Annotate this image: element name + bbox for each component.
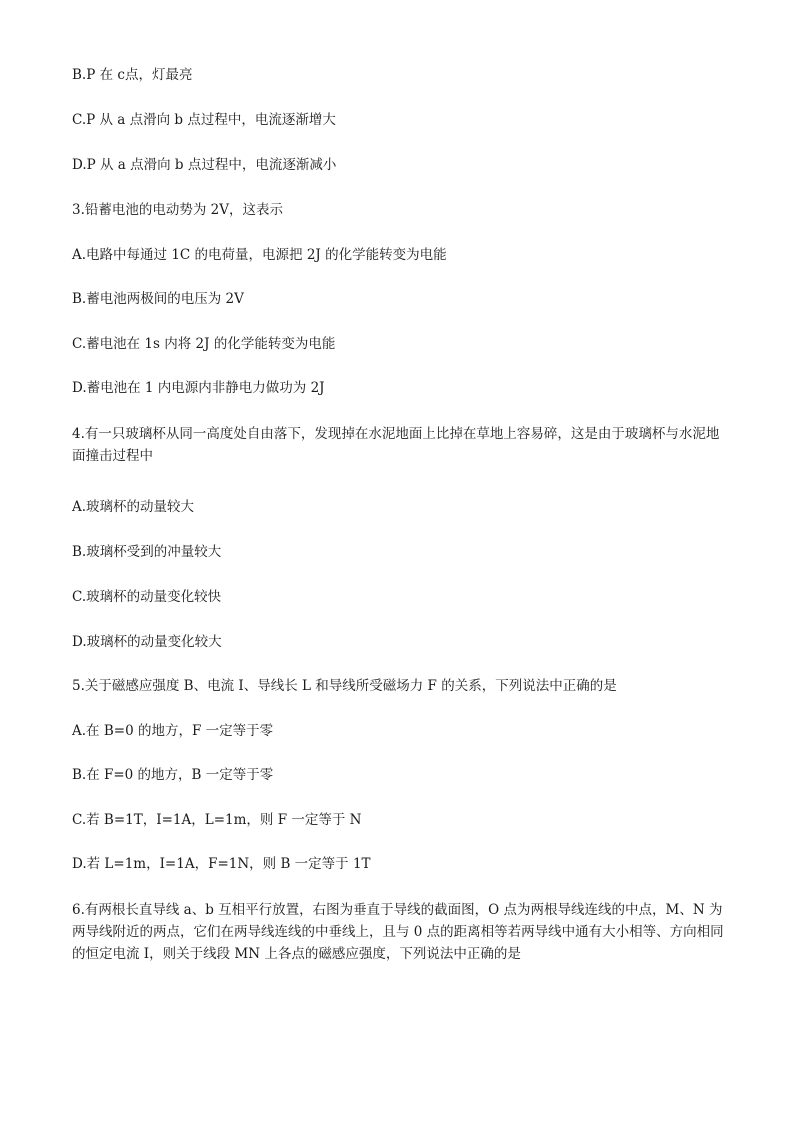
q3-option-a: A.电路中每通过 1C 的电荷量，电源把 2J 的化学能转变为电能	[72, 247, 447, 263]
q3-stem: 3.铅蓄电池的电动势为 2V，这表示	[72, 202, 284, 218]
q4-option-d: D.玻璃杯的动量变化较大	[72, 634, 222, 650]
q5-option-a: A.在 B=0 的地方，F 一定等于零	[72, 723, 274, 739]
q4-option-c: C.玻璃杯的动量变化较快	[72, 589, 222, 605]
q4-stem: 4.有一只玻璃杯从同一高度处自由落下，发现掉在水泥地面上比掉在草地上容易碎，这是由于玻璃杯与水泥地面撞击过程中	[72, 426, 720, 464]
q2-option-b: B.P 在 c点，灯最亮	[72, 67, 193, 83]
q3-option-b: B.蓄电池两极间的电压为 2V	[72, 291, 244, 307]
q6-stem: 6.有两根长直导线 a、b 互相平行放置，右图为垂直于导线的截面图，O 点为两根导线连线的中点，M、N 为两导线附近的两点，它们在两导线连线的中垂线上，且与 0 点的距离相等若两导线中通有大小相等、方向相同的恒定电流 I，则关于线段 MN 上各点的磁感应强度，下列说法中正确的是	[72, 902, 724, 962]
q4-option-b: B.玻璃杯受到的冲量较大	[72, 544, 222, 560]
q5-option-c: C.若 B=1T，I=1A，L=1m，则 F 一定等于 N	[72, 812, 362, 828]
q2-option-c: C.P 从 a 点滑向 b 点过程中，电流逐渐增大	[72, 112, 336, 128]
q5-option-b: B.在 F=0 的地方，B 一定等于零	[72, 767, 274, 783]
q2-option-d: D.P 从 a 点滑向 b 点过程中，电流逐渐减小	[72, 157, 337, 173]
q5-stem: 5.关于磁感应强度 B、电流 I、导线长 L 和导线所受磁场力 F 的关系，下列说法中正确的是	[72, 678, 617, 694]
q3-option-c: C.蓄电池在 1s 内将 2J 的化学能转变为电能	[72, 336, 336, 352]
q5-option-d: D.若 L=1m，I=1A，F=1N，则 B 一定等于 1T	[72, 856, 371, 872]
q3-option-d: D.蓄电池在 1 内电源内非静电力做功为 2J	[72, 380, 325, 396]
q4-option-a: A.玻璃杯的动量较大	[72, 499, 195, 515]
